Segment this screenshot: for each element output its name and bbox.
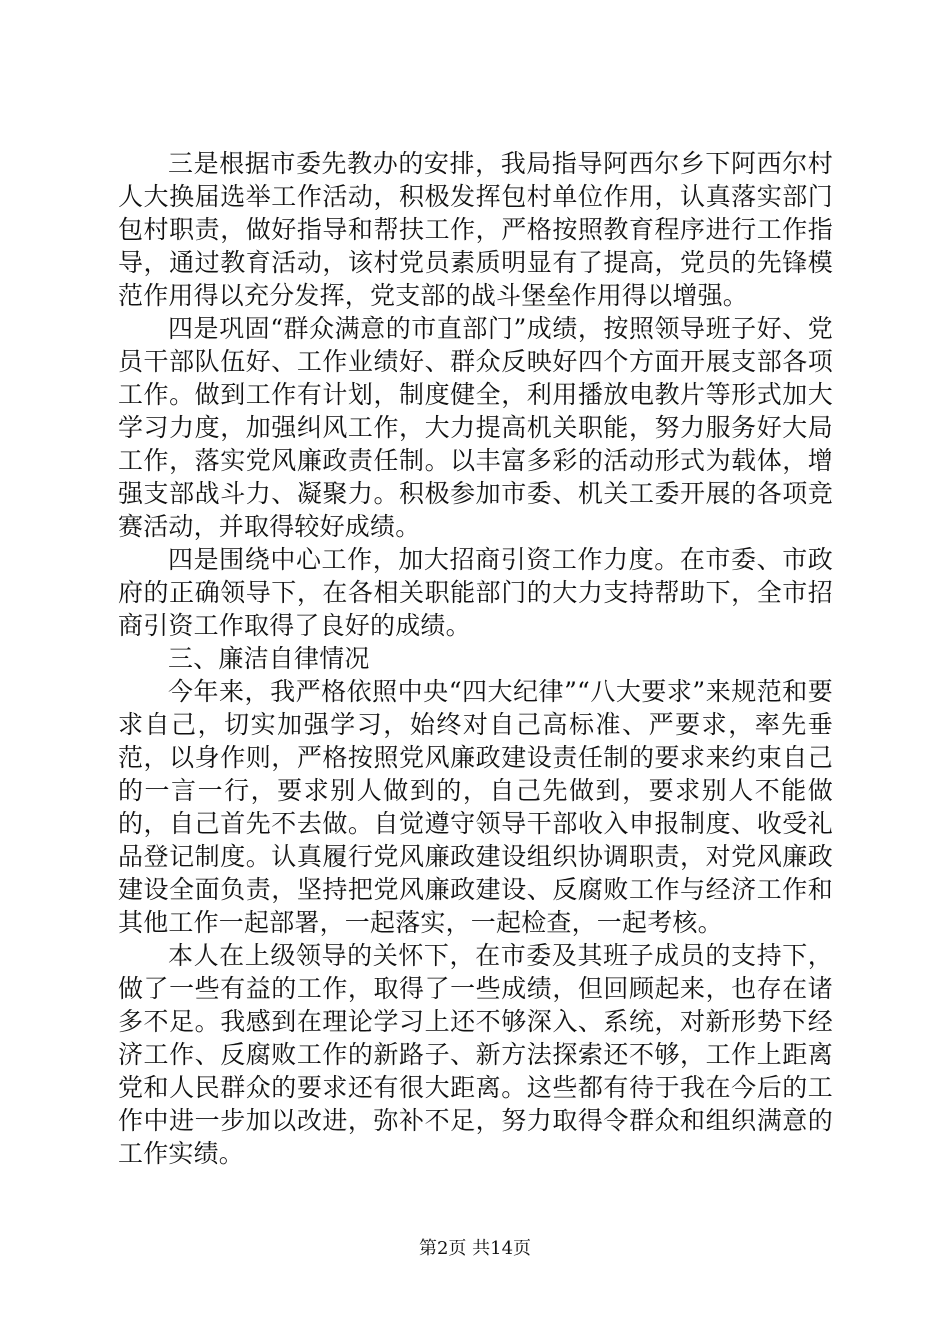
page-number-footer: 第2页 共14页 (418, 1238, 532, 1259)
paragraph-5: 本人在上级领导的关怀下，在市委及其班子成员的支持下，做了一些有益的工作，取得了一些成绩，但回顾起来，也存在诸多不足。我感到在理论学习上还不够深入、系统，对新形势下经济工作、反腐败工作的新路子、新方法探索还不够，工作上距离党和人民群众的要求还有很大距离。这些都有待于我在今后的工作中进一步加以改进，弥补不足，努力取得令群众和组织满意的工作实绩。 (118, 941, 833, 1168)
document-body (118, 147, 833, 1170)
paragraph-4: 今年来，我严格依照中央“四大纪律”“八大要求”来规范和要求自己，切实加强学习，始终对自己高标准、严要求，率先垂范，以身作则，严格按照党风廉政建设责任制的要求来约束自己的一言一行，要求别人做到的，自己先做到，要求别人不能做的，自己首先不去做。自觉遵守领导干部收入申报制度、收受礼品登记制度。认真履行党风廉政建设组织协调职责，对党风廉政建设全面负责，坚持把党风廉政建设、反腐败工作与经济工作和其他工作一起部署，一起落实，一起检查，一起考核。 (118, 677, 833, 937)
paragraph-1: 三是根据市委先教办的安排，我局指导阿西尔乡下阿西尔村人大换届选举工作活动，积极发挥包村单位作用，认真落实部门包村职责，做好指导和帮扶工作，严格按照教育程序进行工作指导，通过教育活动，该村党员素质明显有了提高，党员的先锋模范作用得以充分发挥，党支部的战斗堡垒作用得以增强。 (118, 149, 833, 310)
section-heading: 三、廉洁自律情况 (168, 644, 370, 673)
paragraph-2: 四是巩固“群众满意的市直部门”成绩，按照领导班子好、党员干部队伍好、工作业绩好、群众反映好四个方面开展支部各项工作。做到工作有计划，制度健全，利用播放电教片等形式加大学习力度，加强纠风工作，大力提高机关职能，努力服务好大局工作，落实党风廉政责任制。以丰富多彩的活动形式为载体，增强支部战斗力、凝聚力。积极参加市委、机关工委开展的各项竞赛活动，并取得较好成绩。 (118, 314, 833, 541)
paragraph-3: 四是围绕中心工作，加大招商引资工作力度。在市委、市政府的正确领导下，在各相关职能部门的大力支持帮助下，全市招商引资工作取得了良好的成绩。 (118, 545, 833, 640)
